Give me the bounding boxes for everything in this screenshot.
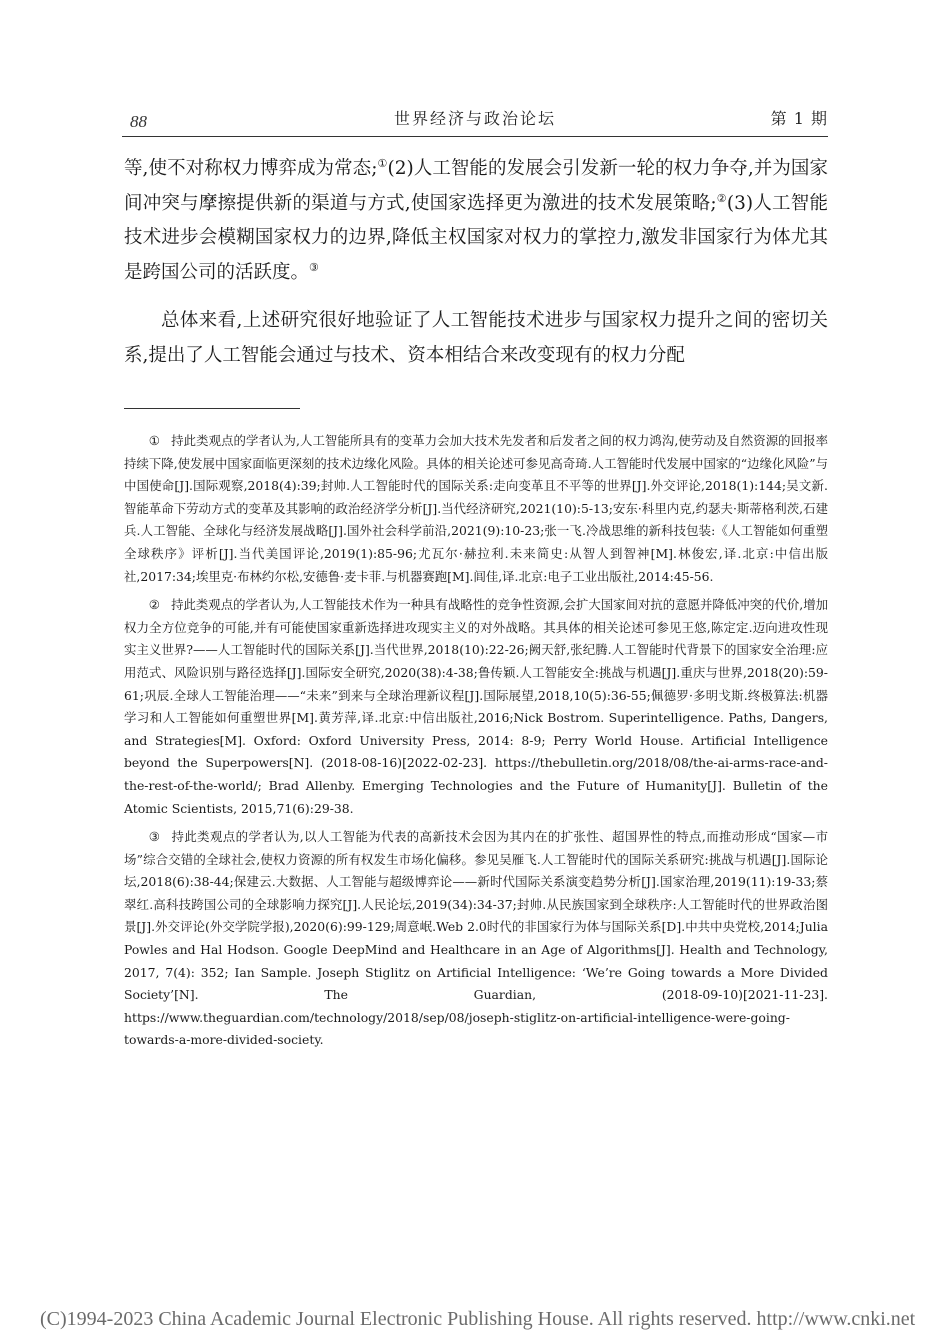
footnote-text: 持此类观点的学者认为,人工智能技术作为一种具有战略性的竞争性资源,会扩大国家间对抗的意愿并降低冲突的代价,增加权力全方位竞争的可能,并有可能使国家重新选择进攻现实主义的对外战略。其具体的相关论述可参见王悠,陈定定.迈向进攻性现实主义世界?——人工智能时代的国际关系[J].当代世界,2018(10):22-26;阙天舒,张纪腾.人工智能时代背景下的国家安全治理:应用范式、风险识别与路径选择[J].国际安全研究,2020(38):4-38;鲁传颖.人工智能安全:挑战与机遇[J].重庆与世界,2018(20):59-61;巩辰.全球人工智能治理——“未来”到来与全球治理新议程[J].国际展望,2018,10(5):36-55;佩德罗·多明戈斯.终极算法:机器学习和人工智能如何重塑世界[M].黄芳萍,译.北京:中信出版社,2016;Nick Bostrom. Superintelligence. Paths, Dangers, and Strategies[M]. Oxford: Oxford University Press, 2014: 8-9; Perry World House. Artificial Intelligence beyond the Superpowers[N]. (2018-08-16)[2022-02-23]. https://thebulletin.org/2018/08/the-ai-arms-race-and-the-rest-of-the-world/; Brad Allenby. Emerging Technologies and the Future of Humanity[J]. Bulletin of the Atomic Scientists, 2015,71(6):29-38. xyxy=(124,597,828,816)
journal-title: 世界经济与政治论坛 xyxy=(393,109,556,128)
body-text: 等,使不对称权力博弈成为常态; xyxy=(124,158,378,179)
footnote-reference[interactable]: ② xyxy=(716,191,727,205)
footnotes xyxy=(124,430,828,1058)
page-number: 88 xyxy=(130,112,147,131)
footnote xyxy=(124,826,828,1052)
footnote-text: 持此类观点的学者认为,以人工智能为代表的高新技术会因为其内在的扩张性、超国界性的特点,而推动形成“国家—市场”综合交错的全球社会,使权力资源的所有权发生市场化偏移。参见吴雁飞.人工智能时代的国际关系研究:挑战与机遇[J].国际论坛,2018(6):38-44;保建云.大数据、人工智能与超级博弈论——新时代国际关系演变趋势分析[J].国家治理,2019(11):19-33;蔡翠红.高科技跨国公司的全球影响力探究[J].人民论坛,2019(34):34-37;封帅.从民族国家到全球秩序:人工智能时代的世界政治图景[J].外交评论(外交学院学报),2020(6):99-129;周意岷.Web 2.0时代的非国家行为体与国际关系[D].中共中央党校,2014;Julia Powles and Hal Hodson. Google DeepMind and Healthcare in an Age of Algorithms[J]. Health and Technology, 2017, 7(4): 352; Ian Sample. Joseph Stiglitz on Artificial Intelligence: ‘We’re Going towards a More Divided Society’[N]. The Guardian, (2018-09-10)[2021-11-23]. https://www.theguardian.com/technology/2018/sep/08/joseph-stiglitz-on-artificial-intelligence-were-going-towards-a-more-divided-society. xyxy=(124,829,828,1048)
footnote-mark: ③ xyxy=(148,829,161,845)
copyright-notice: (C)1994-2023 China Academic Journal Electronic Publishing House. All rights reserved. http://www.cnki.net xyxy=(40,1308,916,1330)
footnote xyxy=(124,594,828,820)
body-paragraph xyxy=(124,152,828,290)
running-header xyxy=(122,100,828,137)
body-paragraph: 总体来看,上述研究很好地验证了人工智能技术进步与国家权力提升之间的密切关系,提出了人工智能会通过与技术、资本相结合来改变现有的权力分配 xyxy=(124,310,828,366)
footnote-text: 持此类观点的学者认为,人工智能所具有的变革力会加大技术先发者和后发者之间的权力鸿沟,使劳动及自然资源的回报率持续下降,使发展中国家面临更深刻的技术边缘化风险。具体的相关论述可参见高奇琦.人工智能时代发展中国家的“边缘化风险”与中国使命[J].国际观察,2018(4):39;封帅.人工智能时代的国际关系:走向变革且不平等的世界[J].外交评论,2018(1):144;吴文新.智能革命下劳动方式的变革及其影响的政治经济学分析[J].当代经济研究,2021(10):5-13;安东·科里内克,约瑟夫·斯蒂格利茨,石建兵.人工智能、全球化与经济发展战略[J].国外社会科学前沿,2021(9):10-23;张一飞.冷战思维的新科技包装:《人工智能如何重塑全球秩序》评析[J].当代美国评论,2019(1):85-96;尤瓦尔·赫拉利.未来简史:从智人到智神[M].林俊宏,译.北京:中信出版社,2017:34;埃里克·布林约尔松,安德鲁·麦卡菲.与机器赛跑[M].闾佳,译.北京:电子工业出版社,2014:45-56. xyxy=(124,433,828,584)
body-text: (3)人工智能技术进步会模糊国家权力的边界,降低主权国家对权力的掌控力,激发非国家行为体尤其是跨国公司的活跃度。 xyxy=(124,192,828,283)
footnote-mark: ② xyxy=(148,597,160,613)
footnote xyxy=(124,430,828,588)
footnote-mark: ① xyxy=(148,433,160,448)
issue-number: 第 1 期 xyxy=(770,109,828,128)
footnote-reference[interactable]: ① xyxy=(377,157,388,170)
body-text: (2)人工智能的发展会引发新一轮的权力争夺,并为国家间冲突与摩擦提供新的渠道与方式,使国家选择更为激进的技术发展策略; xyxy=(124,158,828,214)
main-text xyxy=(124,152,828,374)
footnote-divider xyxy=(124,408,300,409)
footnote-reference[interactable]: ③ xyxy=(309,260,319,274)
